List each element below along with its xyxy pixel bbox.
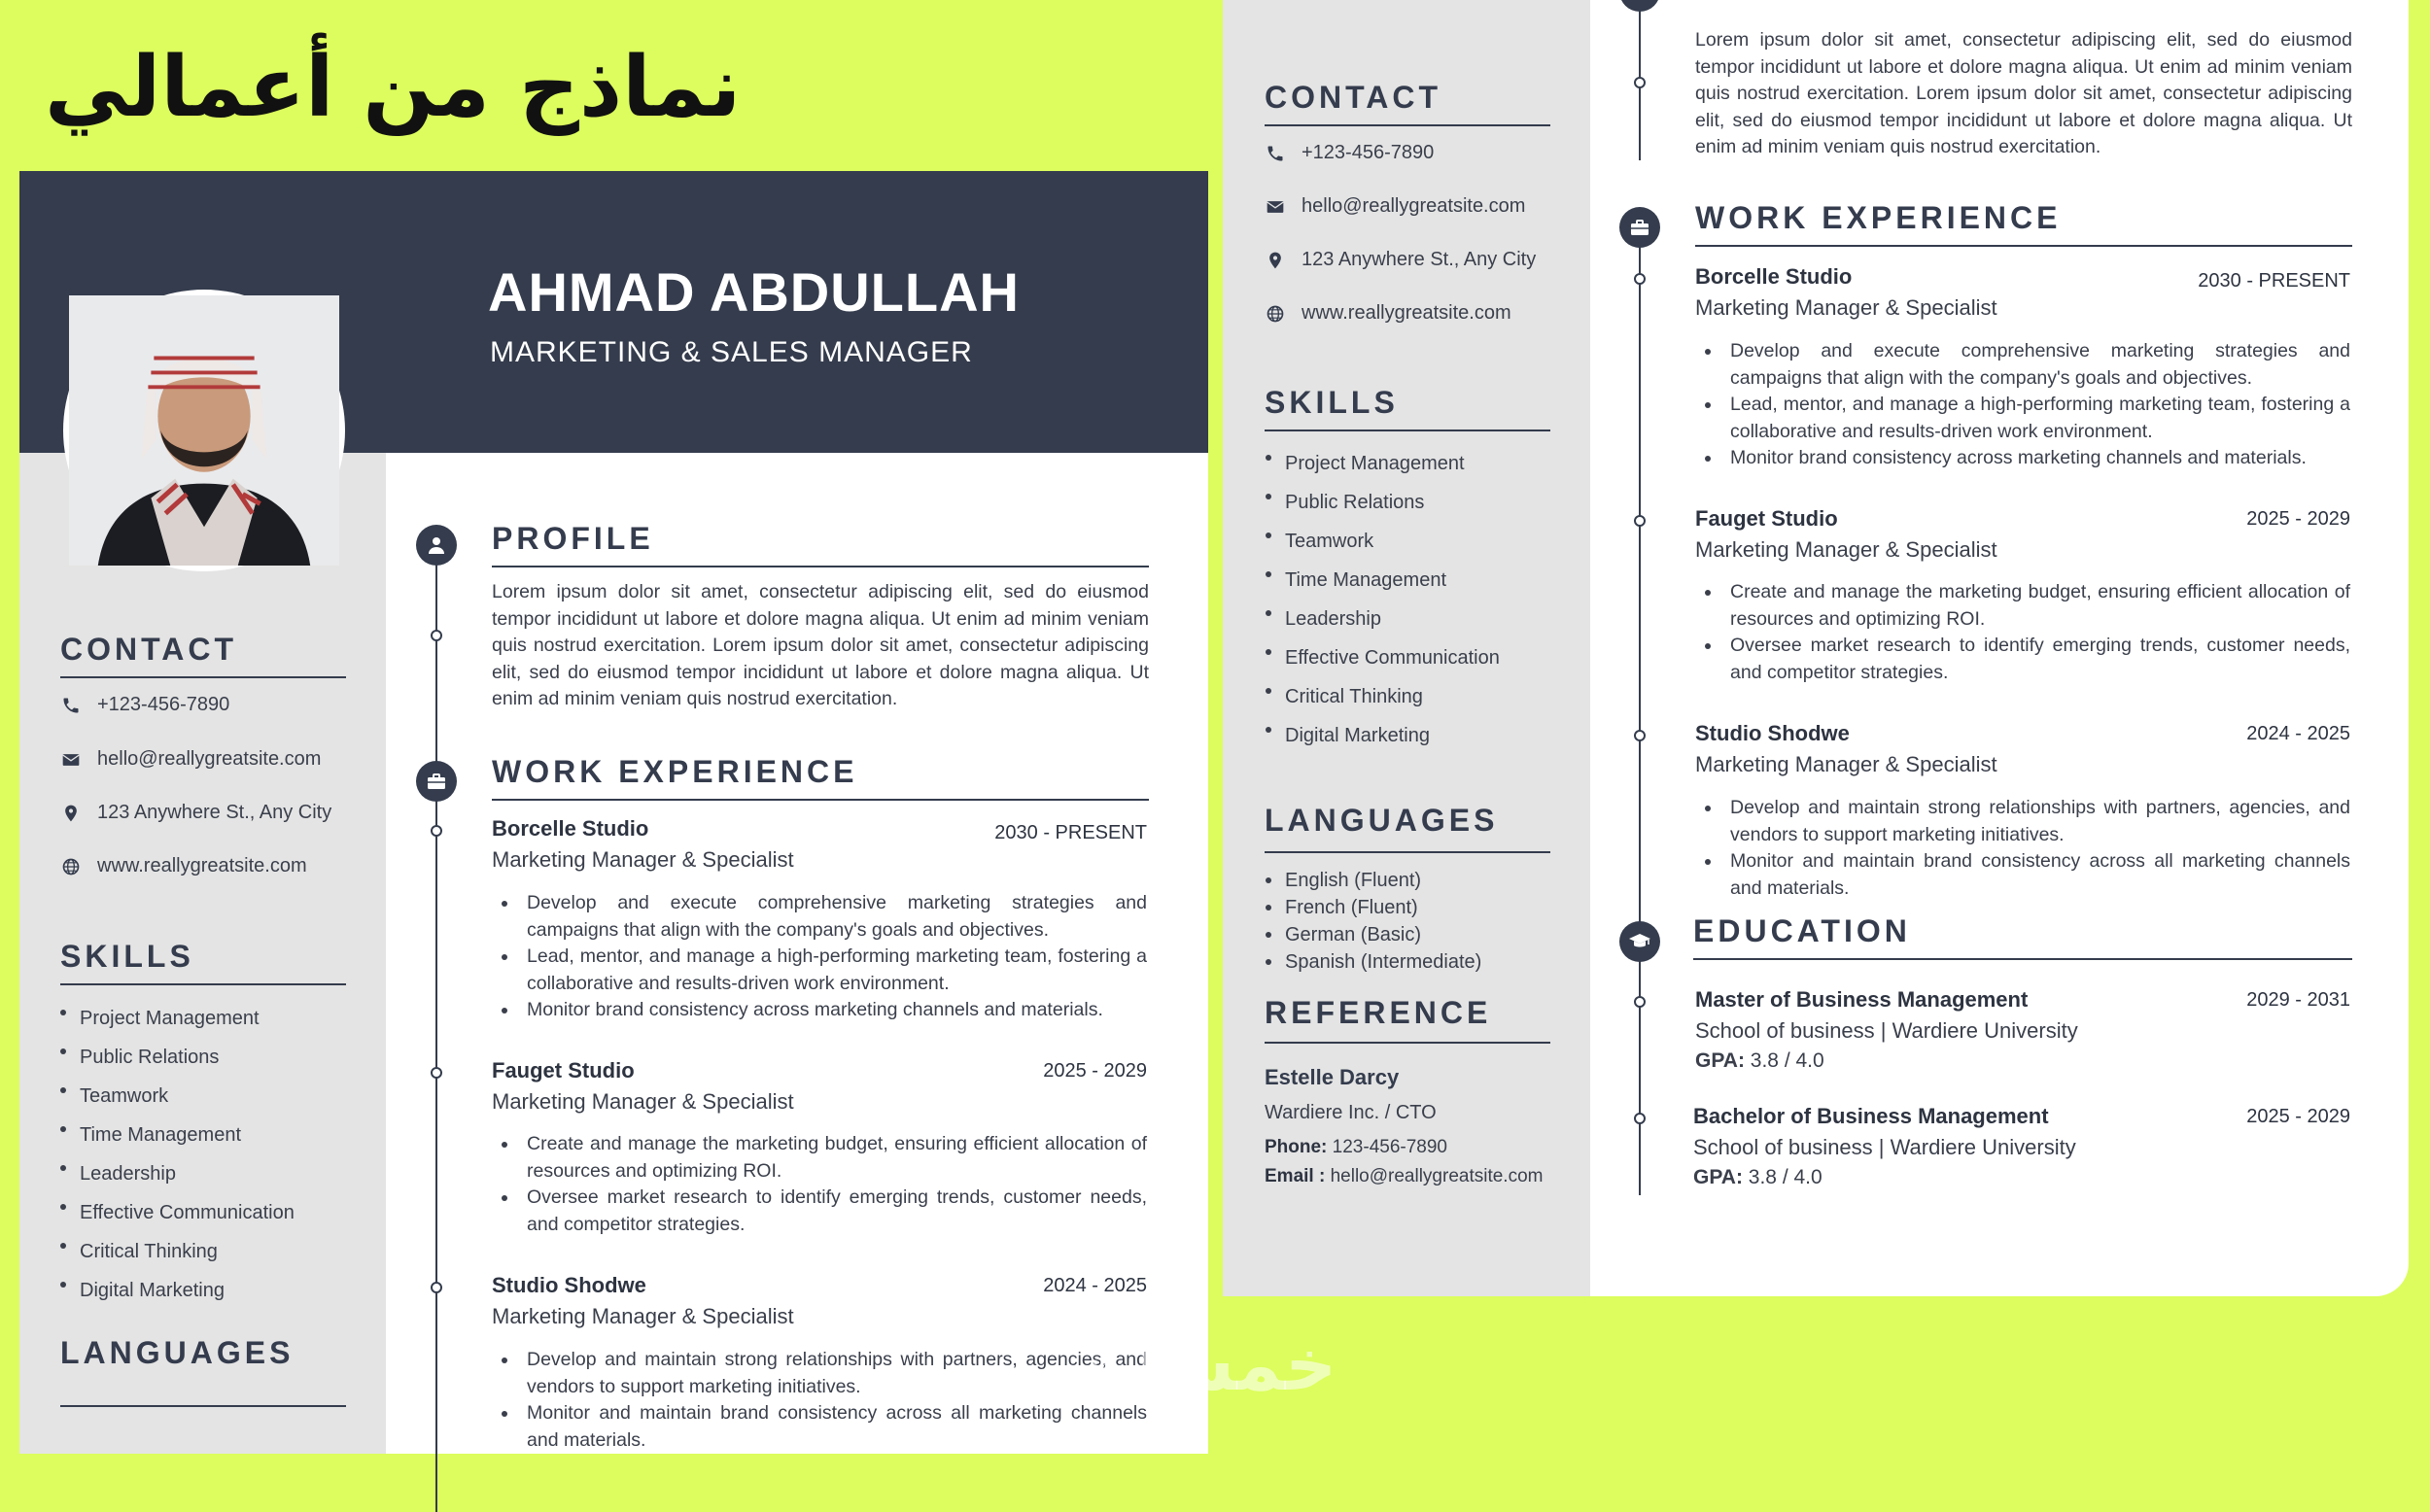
work-section-icon (416, 761, 457, 802)
job-date: 2024 - 2025 (1043, 1275, 1147, 1296)
profile-section-icon (416, 525, 457, 566)
job-bullet: Develop and maintain strong relationships with partners, agencies, and vendors to support marketing initiatives. (1695, 795, 2350, 848)
timeline-line (435, 540, 437, 1512)
reference-company: Wardiere Inc. / CTO (1265, 1102, 1437, 1123)
skill-item: Project Management (58, 999, 295, 1038)
timeline-dot (431, 1067, 442, 1079)
avatar (63, 290, 345, 571)
profile-heading: PROFILE (492, 521, 654, 556)
edu-gpa: GPA: 3.8 / 4.0 (1693, 1166, 1822, 1188)
work-rule (492, 799, 1149, 801)
edu-date: 2025 - 2029 (2246, 1106, 2350, 1127)
edu-degree: Bachelor of Business Management (1693, 1104, 2049, 1128)
languages-list (1264, 867, 1481, 976)
reference-phone: Phone: 123-456-7890 (1265, 1137, 1447, 1157)
edu-degree: Master of Business Management (1695, 987, 2029, 1012)
skills-rule (1265, 430, 1550, 431)
work-heading: WORK EXPERIENCE (1695, 200, 2062, 235)
edu-school: School of business | Wardiere University (1693, 1135, 2076, 1159)
skill-item: Critical Thinking (1264, 677, 1500, 716)
language-item: German (Basic) (1264, 921, 1481, 948)
globe-icon (1265, 303, 1286, 325)
skill-item: Time Management (58, 1116, 295, 1154)
job-bullet: Develop and execute comprehensive marketing strategies and campaigns that align with the company's goals and objectives. (1695, 338, 2350, 392)
job-bullets (1695, 338, 2350, 472)
timeline-line (1639, 214, 1641, 1195)
job-company: Borcelle Studio (1695, 264, 1853, 289)
profile-text: Lorem ipsum dolor sit amet, consectetur adipiscing elit, sed do eiusmod tempor incididunt ut labore et dolore magna aliqua. Ut enim ad minim veniam quis nostrud exercitation. Lorem ipsum dolor sit amet, consectetur adipiscing elit, sed do eiusmod tempor incididunt ut labore et dolore magna aliqua. Ut enim ad minim veniam quis nostrud exercitation. (1695, 29, 2352, 157)
timeline-dot (431, 825, 442, 837)
mail-icon (60, 749, 82, 771)
language-item: Spanish (Intermediate) (1264, 948, 1481, 976)
skills-rule (60, 983, 346, 985)
contact-website: www.reallygreatsite.com (60, 855, 307, 877)
contact-rule (1265, 124, 1550, 126)
skill-item: Digital Marketing (58, 1271, 295, 1310)
resume-name: AHMAD ABDULLAH (488, 261, 1020, 323)
work-section-icon (1619, 207, 1660, 248)
job-bullets (492, 1347, 1147, 1454)
job-bullets (1695, 579, 2350, 686)
reference-email: Email : hello@reallygreatsite.com (1265, 1166, 1544, 1186)
job-bullets (1695, 795, 2350, 902)
skills-list (1264, 444, 1500, 755)
education-rule (1693, 958, 2352, 960)
job-role: Marketing Manager & Specialist (492, 1089, 794, 1114)
job-date: 2030 - PRESENT (994, 822, 1147, 843)
job-bullet: Lead, mentor, and manage a high-performing marketing team, fostering a collaborative and results-driven work environment. (1695, 392, 2350, 445)
job-bullet: Lead, mentor, and manage a high-performing marketing team, fostering a collaborative and results-driven work environment. (492, 944, 1147, 997)
contact-rule (60, 676, 346, 678)
location-icon (60, 803, 82, 824)
languages-heading: LANGUAGES (60, 1335, 295, 1370)
skill-item: Digital Marketing (1264, 716, 1500, 755)
languages-rule (1265, 851, 1550, 853)
job-bullet: Oversee market research to identify emerging trends, customer needs, and competitor strategies. (492, 1185, 1147, 1238)
contact-heading: CONTACT (60, 632, 238, 667)
contact-heading: CONTACT (1265, 80, 1442, 115)
skills-heading: SKILLS (60, 939, 194, 974)
contact-address: 123 Anywhere St., Any City (1265, 249, 1536, 271)
language-item: French (Fluent) (1264, 894, 1481, 921)
education-heading: EDUCATION (1693, 913, 1911, 948)
globe-icon (60, 856, 82, 877)
job-bullet: Monitor brand consistency across marketing channels and materials. (492, 997, 1147, 1024)
job-role: Marketing Manager & Specialist (1695, 537, 1997, 562)
job-date: 2025 - 2029 (1043, 1060, 1147, 1082)
job-company: Borcelle Studio (492, 816, 649, 841)
skill-item: Teamwork (1264, 522, 1500, 561)
timeline-dot (1634, 1113, 1646, 1124)
job-date: 2025 - 2029 (2246, 508, 2350, 530)
timeline-dot (1634, 273, 1646, 285)
skills-heading: SKILLS (1265, 385, 1399, 420)
job-bullet: Develop and maintain strong relationships with partners, agencies, and vendors to support marketing initiatives. (492, 1347, 1147, 1400)
job-bullet: Monitor and maintain brand consistency across all marketing channels and materials. (492, 1400, 1147, 1454)
job-bullet: Monitor brand consistency across marketing channels and materials. (1695, 445, 2350, 472)
education-section-icon (1619, 921, 1660, 962)
briefcase-icon (1628, 216, 1651, 239)
job-bullets (492, 1131, 1147, 1238)
skill-item: Leadership (58, 1154, 295, 1193)
skill-item: Teamwork (58, 1077, 295, 1116)
reference-name: Estelle Darcy (1265, 1065, 1400, 1089)
phone-icon (1265, 143, 1286, 164)
contact-phone: +123-456-7890 (1265, 142, 1434, 164)
location-icon (1265, 250, 1286, 271)
job-role: Marketing Manager & Specialist (1695, 295, 1997, 320)
job-company: Studio Shodwe (492, 1273, 646, 1297)
skill-item: Critical Thinking (58, 1232, 295, 1271)
phone-icon (60, 695, 82, 716)
skill-item: Time Management (1264, 561, 1500, 600)
job-date: 2024 - 2025 (2246, 723, 2350, 744)
watermark-logo: خمسات (1064, 1323, 1337, 1407)
profile-section-icon (1619, 0, 1660, 12)
job-bullet: Develop and execute comprehensive marketing strategies and campaigns that align with the company's goals and objectives. (492, 890, 1147, 944)
user-icon (1628, 0, 1651, 3)
profile-rule (492, 566, 1149, 567)
reference-rule (1265, 1042, 1550, 1044)
profile-text: Lorem ipsum dolor sit amet, consectetur adipiscing elit, sed do eiusmod tempor incididunt ut labore et dolore magna aliqua. Ut enim ad minim veniam quis nostrud exercitation. Lorem ipsum dolor sit amet, consectetur adipiscing elit, sed do eiusmod tempor incididunt ut labore et dolore magna aliqua. Ut enim ad minim veniam quis nostrud exercitation. (492, 581, 1149, 709)
job-bullet: Create and manage the marketing budget, ensuring efficient allocation of resources and optimizing ROI. (1695, 579, 2350, 633)
avatar-photo (69, 295, 339, 566)
job-bullet: Create and manage the marketing budget, ensuring efficient allocation of resources and optimizing ROI. (492, 1131, 1147, 1185)
language-item: English (Fluent) (1264, 867, 1481, 894)
timeline-dot (1634, 996, 1646, 1008)
skills-list (58, 999, 295, 1310)
contact-phone: +123-456-7890 (60, 694, 229, 716)
skill-item: Leadership (1264, 600, 1500, 638)
edu-gpa: GPA: 3.8 / 4.0 (1695, 1049, 1824, 1072)
skill-item: Project Management (1264, 444, 1500, 483)
job-company: Fauget Studio (492, 1058, 635, 1082)
resume-card-right (1223, 0, 2409, 1296)
languages-heading: LANGUAGES (1265, 803, 1499, 838)
job-role: Marketing Manager & Specialist (492, 847, 794, 872)
timeline-dot (431, 1282, 442, 1293)
contact-email: hello@reallygreatsite.com (60, 748, 321, 771)
reference-heading: REFERENCE (1265, 995, 1492, 1030)
resume-card-left (19, 171, 1208, 1454)
timeline-dot (431, 630, 442, 641)
job-bullets (492, 890, 1147, 1024)
work-heading: WORK EXPERIENCE (492, 754, 858, 789)
timeline-dot (1634, 515, 1646, 527)
job-date: 2030 - PRESENT (2198, 270, 2350, 292)
skill-item: Effective Communication (58, 1193, 295, 1232)
edu-school: School of business | Wardiere University (1695, 1018, 2078, 1043)
job-role: Marketing Manager & Specialist (1695, 752, 1997, 776)
skill-item: Public Relations (58, 1038, 295, 1077)
contact-website: www.reallygreatsite.com (1265, 302, 1511, 325)
work-rule (1695, 245, 2352, 247)
contact-address: 123 Anywhere St., Any City (60, 802, 331, 824)
timeline-dot (1634, 77, 1646, 88)
job-company: Fauget Studio (1695, 506, 1838, 531)
job-company: Studio Shodwe (1695, 721, 1850, 745)
resume-title: MARKETING & SALES MANAGER (490, 336, 973, 368)
graduation-cap-icon (1628, 930, 1651, 953)
job-bullet: Monitor and maintain brand consistency across all marketing channels and materials. (1695, 848, 2350, 902)
user-icon (425, 533, 448, 557)
skill-item: Public Relations (1264, 483, 1500, 522)
skill-item: Effective Communication (1264, 638, 1500, 677)
languages-rule (60, 1405, 346, 1407)
page-heading: نماذج من أعمالي (45, 39, 742, 136)
edu-date: 2029 - 2031 (2246, 989, 2350, 1011)
timeline-dot (1634, 730, 1646, 741)
mail-icon (1265, 196, 1286, 218)
briefcase-icon (425, 770, 448, 793)
contact-email: hello@reallygreatsite.com (1265, 195, 1525, 218)
job-bullet: Oversee market research to identify emerging trends, customer needs, and competitor strategies. (1695, 633, 2350, 686)
job-role: Marketing Manager & Specialist (492, 1304, 794, 1328)
